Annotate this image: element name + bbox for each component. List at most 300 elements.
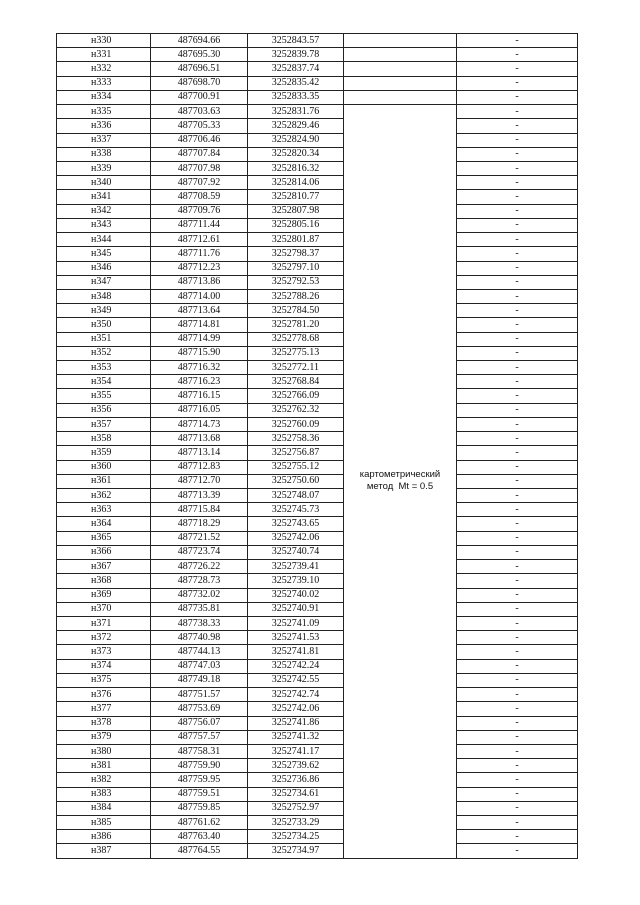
point-id-cell: н362 — [57, 489, 151, 503]
dash-cell: - — [457, 702, 578, 716]
y-coordinate-cell: 3252798.37 — [248, 247, 344, 261]
point-id-cell: н382 — [57, 773, 151, 787]
y-coordinate-cell: 3252740.91 — [248, 602, 344, 616]
y-coordinate-cell: 3252752.97 — [248, 801, 344, 815]
y-coordinate-cell: 3252781.20 — [248, 318, 344, 332]
point-id-cell: н344 — [57, 233, 151, 247]
dash-cell: - — [457, 275, 578, 289]
table-row — [57, 560, 578, 574]
y-coordinate-cell: 3252772.11 — [248, 361, 344, 375]
table-row — [57, 716, 578, 730]
x-coordinate-cell: 487716.05 — [151, 403, 248, 417]
x-coordinate-cell: 487716.32 — [151, 361, 248, 375]
y-coordinate-cell: 3252756.87 — [248, 446, 344, 460]
table-row — [57, 446, 578, 460]
y-coordinate-cell: 3252792.53 — [248, 275, 344, 289]
y-coordinate-cell: 3252748.07 — [248, 489, 344, 503]
dash-cell: - — [457, 588, 578, 602]
point-id-cell: н337 — [57, 133, 151, 147]
point-id-cell: н351 — [57, 332, 151, 346]
dash-cell: - — [457, 432, 578, 446]
y-coordinate-cell: 3252807.98 — [248, 204, 344, 218]
point-id-cell: н345 — [57, 247, 151, 261]
point-id-cell: н333 — [57, 76, 151, 90]
dash-cell: - — [457, 375, 578, 389]
x-coordinate-cell: 487709.76 — [151, 204, 248, 218]
point-id-cell: н385 — [57, 816, 151, 830]
table-row — [57, 730, 578, 744]
dash-cell: - — [457, 631, 578, 645]
y-coordinate-cell: 3252742.06 — [248, 531, 344, 545]
dash-cell: - — [457, 474, 578, 488]
point-id-cell: н348 — [57, 289, 151, 303]
table-row — [57, 489, 578, 503]
dash-cell: - — [457, 574, 578, 588]
x-coordinate-cell: 487721.52 — [151, 531, 248, 545]
point-id-cell: н340 — [57, 176, 151, 190]
point-id-cell: н355 — [57, 389, 151, 403]
x-coordinate-cell: 487757.57 — [151, 730, 248, 744]
x-coordinate-cell: 487714.00 — [151, 289, 248, 303]
table-row — [57, 133, 578, 147]
point-id-cell: н366 — [57, 545, 151, 559]
dash-cell: - — [457, 460, 578, 474]
x-coordinate-cell: 487738.33 — [151, 616, 248, 630]
point-id-cell: н381 — [57, 759, 151, 773]
point-id-cell: н367 — [57, 560, 151, 574]
point-id-cell: н378 — [57, 716, 151, 730]
dash-cell: - — [457, 389, 578, 403]
y-coordinate-cell: 3252741.32 — [248, 730, 344, 744]
point-id-cell: н377 — [57, 702, 151, 716]
table-row — [57, 616, 578, 630]
y-coordinate-cell: 3252734.25 — [248, 830, 344, 844]
x-coordinate-cell: 487732.02 — [151, 588, 248, 602]
dash-cell: - — [457, 62, 578, 76]
y-coordinate-cell: 3252741.53 — [248, 631, 344, 645]
y-coordinate-cell: 3252741.86 — [248, 716, 344, 730]
dash-cell: - — [457, 560, 578, 574]
y-coordinate-cell: 3252833.35 — [248, 90, 344, 104]
table-row — [57, 76, 578, 90]
table-row — [57, 474, 578, 488]
x-coordinate-cell: 487708.59 — [151, 190, 248, 204]
table-row — [57, 574, 578, 588]
table-row — [57, 602, 578, 616]
dash-cell: - — [457, 105, 578, 119]
point-id-cell: н387 — [57, 844, 151, 858]
y-coordinate-cell: 3252816.32 — [248, 161, 344, 175]
x-coordinate-cell: 487735.81 — [151, 602, 248, 616]
table-row — [57, 673, 578, 687]
table-row — [57, 645, 578, 659]
x-coordinate-cell: 487707.98 — [151, 161, 248, 175]
x-coordinate-cell: 487695.30 — [151, 48, 248, 62]
point-id-cell: н379 — [57, 730, 151, 744]
point-id-cell: н330 — [57, 34, 151, 48]
table-row — [57, 176, 578, 190]
y-coordinate-cell: 3252820.34 — [248, 147, 344, 161]
x-coordinate-cell: 487712.70 — [151, 474, 248, 488]
point-id-cell: н338 — [57, 147, 151, 161]
x-coordinate-cell: 487700.91 — [151, 90, 248, 104]
y-coordinate-cell: 3252740.74 — [248, 545, 344, 559]
table-row — [57, 787, 578, 801]
dash-cell: - — [457, 90, 578, 104]
point-id-cell: н359 — [57, 446, 151, 460]
point-id-cell: н332 — [57, 62, 151, 76]
x-coordinate-cell: 487705.33 — [151, 119, 248, 133]
dash-cell: - — [457, 218, 578, 232]
x-coordinate-cell: 487763.40 — [151, 830, 248, 844]
x-coordinate-cell: 487715.90 — [151, 346, 248, 360]
table-row — [57, 346, 578, 360]
dash-cell: - — [457, 417, 578, 431]
x-coordinate-cell: 487711.76 — [151, 247, 248, 261]
point-id-cell: н380 — [57, 744, 151, 758]
y-coordinate-cell: 3252739.41 — [248, 560, 344, 574]
y-coordinate-cell: 3252797.10 — [248, 261, 344, 275]
dash-cell: - — [457, 759, 578, 773]
point-id-cell: н384 — [57, 801, 151, 815]
table-row — [57, 759, 578, 773]
y-coordinate-cell: 3252734.97 — [248, 844, 344, 858]
dash-cell: - — [457, 773, 578, 787]
dash-cell: - — [457, 361, 578, 375]
x-coordinate-cell: 487713.86 — [151, 275, 248, 289]
point-id-cell: н341 — [57, 190, 151, 204]
x-coordinate-cell: 487712.23 — [151, 261, 248, 275]
x-coordinate-cell: 487711.44 — [151, 218, 248, 232]
y-coordinate-cell: 3252843.57 — [248, 34, 344, 48]
table-row — [57, 147, 578, 161]
x-coordinate-cell: 487756.07 — [151, 716, 248, 730]
table-row — [57, 545, 578, 559]
point-id-cell: н374 — [57, 659, 151, 673]
dash-cell: - — [457, 673, 578, 687]
method-cell-empty — [344, 62, 457, 76]
x-coordinate-cell: 487714.99 — [151, 332, 248, 346]
table-row — [57, 90, 578, 104]
dash-cell: - — [457, 503, 578, 517]
dash-cell: - — [457, 744, 578, 758]
x-coordinate-cell: 487713.68 — [151, 432, 248, 446]
x-coordinate-cell: 487758.31 — [151, 744, 248, 758]
y-coordinate-cell: 3252739.62 — [248, 759, 344, 773]
y-coordinate-cell: 3252745.73 — [248, 503, 344, 517]
x-coordinate-cell: 487714.81 — [151, 318, 248, 332]
dash-cell: - — [457, 147, 578, 161]
dash-cell: - — [457, 403, 578, 417]
x-coordinate-cell: 487726.22 — [151, 560, 248, 574]
method-cell-empty — [344, 90, 457, 104]
point-id-cell: н375 — [57, 673, 151, 687]
y-coordinate-cell: 3252742.74 — [248, 688, 344, 702]
y-coordinate-cell: 3252762.32 — [248, 403, 344, 417]
table-row — [57, 830, 578, 844]
y-coordinate-cell: 3252760.09 — [248, 417, 344, 431]
y-coordinate-cell: 3252831.76 — [248, 105, 344, 119]
y-coordinate-cell: 3252801.87 — [248, 233, 344, 247]
x-coordinate-cell: 487744.13 — [151, 645, 248, 659]
dash-cell: - — [457, 247, 578, 261]
dash-cell: - — [457, 204, 578, 218]
method-text-line-1: картометрический — [359, 469, 441, 481]
table-row — [57, 361, 578, 375]
point-id-cell: н339 — [57, 161, 151, 175]
point-id-cell: н342 — [57, 204, 151, 218]
table-row — [57, 460, 578, 474]
dash-cell: - — [457, 76, 578, 90]
point-id-cell: н376 — [57, 688, 151, 702]
x-coordinate-cell: 487713.64 — [151, 304, 248, 318]
table-row — [57, 119, 578, 133]
point-id-cell: н334 — [57, 90, 151, 104]
dash-cell: - — [457, 688, 578, 702]
coordinates-table — [56, 33, 578, 859]
y-coordinate-cell: 3252784.50 — [248, 304, 344, 318]
dash-cell: - — [457, 233, 578, 247]
table-row — [57, 659, 578, 673]
table-row — [57, 531, 578, 545]
point-id-cell: н343 — [57, 218, 151, 232]
dash-cell: - — [457, 616, 578, 630]
table-row — [57, 744, 578, 758]
y-coordinate-cell: 3252814.06 — [248, 176, 344, 190]
dash-cell: - — [457, 48, 578, 62]
point-id-cell: н365 — [57, 531, 151, 545]
table-row — [57, 403, 578, 417]
y-coordinate-cell: 3252758.36 — [248, 432, 344, 446]
y-coordinate-cell: 3252736.86 — [248, 773, 344, 787]
table-row — [57, 588, 578, 602]
point-id-cell: н358 — [57, 432, 151, 446]
table-row — [57, 105, 578, 119]
point-id-cell: н363 — [57, 503, 151, 517]
x-coordinate-cell: 487749.18 — [151, 673, 248, 687]
y-coordinate-cell: 3252835.42 — [248, 76, 344, 90]
x-coordinate-cell: 487716.23 — [151, 375, 248, 389]
table-row — [57, 218, 578, 232]
table-row — [57, 631, 578, 645]
table-row — [57, 417, 578, 431]
method-cell-empty — [344, 48, 457, 62]
x-coordinate-cell: 487747.03 — [151, 659, 248, 673]
dash-cell: - — [457, 161, 578, 175]
dash-cell: - — [457, 318, 578, 332]
method-cell-empty — [344, 76, 457, 90]
dash-cell: - — [457, 133, 578, 147]
dash-cell: - — [457, 830, 578, 844]
y-coordinate-cell: 3252742.06 — [248, 702, 344, 716]
y-coordinate-cell: 3252755.12 — [248, 460, 344, 474]
x-coordinate-cell: 487759.95 — [151, 773, 248, 787]
dash-cell: - — [457, 446, 578, 460]
point-id-cell: н349 — [57, 304, 151, 318]
table-row — [57, 332, 578, 346]
point-id-cell: н360 — [57, 460, 151, 474]
point-id-cell: н373 — [57, 645, 151, 659]
table-row — [57, 702, 578, 716]
table-row — [57, 389, 578, 403]
dash-cell: - — [457, 517, 578, 531]
dash-cell: - — [457, 602, 578, 616]
point-id-cell: н356 — [57, 403, 151, 417]
method-cell-empty — [344, 34, 457, 48]
point-id-cell: н357 — [57, 417, 151, 431]
table-row — [57, 432, 578, 446]
y-coordinate-cell: 3252733.29 — [248, 816, 344, 830]
y-coordinate-cell: 3252839.78 — [248, 48, 344, 62]
y-coordinate-cell: 3252740.02 — [248, 588, 344, 602]
x-coordinate-cell: 487703.63 — [151, 105, 248, 119]
point-id-cell: н369 — [57, 588, 151, 602]
x-coordinate-cell: 487694.66 — [151, 34, 248, 48]
x-coordinate-cell: 487718.29 — [151, 517, 248, 531]
y-coordinate-cell: 3252768.84 — [248, 375, 344, 389]
table-row — [57, 304, 578, 318]
dash-cell: - — [457, 34, 578, 48]
point-id-cell: н335 — [57, 105, 151, 119]
point-id-cell: н370 — [57, 602, 151, 616]
table-row — [57, 318, 578, 332]
table-row — [57, 289, 578, 303]
dash-cell: - — [457, 545, 578, 559]
point-id-cell: н350 — [57, 318, 151, 332]
y-coordinate-cell: 3252741.09 — [248, 616, 344, 630]
table-row — [57, 34, 578, 48]
table-row — [57, 233, 578, 247]
method-cell — [344, 105, 457, 859]
x-coordinate-cell: 487728.73 — [151, 574, 248, 588]
dash-cell: - — [457, 816, 578, 830]
y-coordinate-cell: 3252805.16 — [248, 218, 344, 232]
y-coordinate-cell: 3252741.81 — [248, 645, 344, 659]
x-coordinate-cell: 487761.62 — [151, 816, 248, 830]
dash-cell: - — [457, 119, 578, 133]
table-row — [57, 48, 578, 62]
x-coordinate-cell: 487713.14 — [151, 446, 248, 460]
coordinates-sheet — [56, 33, 577, 859]
point-id-cell: н364 — [57, 517, 151, 531]
x-coordinate-cell: 487696.51 — [151, 62, 248, 76]
table-row — [57, 161, 578, 175]
y-coordinate-cell: 3252739.10 — [248, 574, 344, 588]
table-row — [57, 801, 578, 815]
y-coordinate-cell: 3252778.68 — [248, 332, 344, 346]
x-coordinate-cell: 487753.69 — [151, 702, 248, 716]
x-coordinate-cell: 487759.51 — [151, 787, 248, 801]
y-coordinate-cell: 3252750.60 — [248, 474, 344, 488]
method-text-line-2: метод Mt = 0.5 — [366, 481, 434, 493]
table-row — [57, 688, 578, 702]
table-row — [57, 517, 578, 531]
point-id-cell: н336 — [57, 119, 151, 133]
x-coordinate-cell: 487698.70 — [151, 76, 248, 90]
x-coordinate-cell: 487707.84 — [151, 147, 248, 161]
table-row — [57, 190, 578, 204]
x-coordinate-cell: 487723.74 — [151, 545, 248, 559]
x-coordinate-cell: 487759.90 — [151, 759, 248, 773]
table-row — [57, 375, 578, 389]
x-coordinate-cell: 487707.92 — [151, 176, 248, 190]
point-id-cell: н371 — [57, 616, 151, 630]
x-coordinate-cell: 487716.15 — [151, 389, 248, 403]
dash-cell: - — [457, 659, 578, 673]
x-coordinate-cell: 487706.46 — [151, 133, 248, 147]
point-id-cell: н347 — [57, 275, 151, 289]
point-id-cell: н331 — [57, 48, 151, 62]
table-row — [57, 204, 578, 218]
table-row — [57, 773, 578, 787]
y-coordinate-cell: 3252741.17 — [248, 744, 344, 758]
dash-cell: - — [457, 531, 578, 545]
x-coordinate-cell: 487714.73 — [151, 417, 248, 431]
x-coordinate-cell: 487740.98 — [151, 631, 248, 645]
point-id-cell: н368 — [57, 574, 151, 588]
y-coordinate-cell: 3252788.26 — [248, 289, 344, 303]
dash-cell: - — [457, 176, 578, 190]
point-id-cell: н361 — [57, 474, 151, 488]
x-coordinate-cell: 487751.57 — [151, 688, 248, 702]
point-id-cell: н353 — [57, 361, 151, 375]
point-id-cell: н354 — [57, 375, 151, 389]
dash-cell: - — [457, 261, 578, 275]
table-row — [57, 261, 578, 275]
y-coordinate-cell: 3252742.24 — [248, 659, 344, 673]
x-coordinate-cell: 487712.83 — [151, 460, 248, 474]
dash-cell: - — [457, 332, 578, 346]
dash-cell: - — [457, 304, 578, 318]
point-id-cell: н386 — [57, 830, 151, 844]
x-coordinate-cell: 487764.55 — [151, 844, 248, 858]
dash-cell: - — [457, 716, 578, 730]
table-row — [57, 275, 578, 289]
dash-cell: - — [457, 787, 578, 801]
dash-cell: - — [457, 190, 578, 204]
x-coordinate-cell: 487759.85 — [151, 801, 248, 815]
y-coordinate-cell: 3252829.46 — [248, 119, 344, 133]
dash-cell: - — [457, 346, 578, 360]
y-coordinate-cell: 3252810.77 — [248, 190, 344, 204]
table-row — [57, 62, 578, 76]
table-row — [57, 503, 578, 517]
dash-cell: - — [457, 730, 578, 744]
dash-cell: - — [457, 489, 578, 503]
point-id-cell: н352 — [57, 346, 151, 360]
y-coordinate-cell: 3252837.74 — [248, 62, 344, 76]
dash-cell: - — [457, 645, 578, 659]
dash-cell: - — [457, 801, 578, 815]
y-coordinate-cell: 3252743.65 — [248, 517, 344, 531]
table-row — [57, 816, 578, 830]
x-coordinate-cell: 487712.61 — [151, 233, 248, 247]
coordinates-table-body — [57, 34, 578, 859]
point-id-cell: н346 — [57, 261, 151, 275]
point-id-cell: н372 — [57, 631, 151, 645]
x-coordinate-cell: 487713.39 — [151, 489, 248, 503]
table-row — [57, 247, 578, 261]
y-coordinate-cell: 3252775.13 — [248, 346, 344, 360]
y-coordinate-cell: 3252742.55 — [248, 673, 344, 687]
x-coordinate-cell: 487715.84 — [151, 503, 248, 517]
dash-cell: - — [457, 289, 578, 303]
y-coordinate-cell: 3252766.09 — [248, 389, 344, 403]
y-coordinate-cell: 3252734.61 — [248, 787, 344, 801]
point-id-cell: н383 — [57, 787, 151, 801]
dash-cell: - — [457, 844, 578, 858]
y-coordinate-cell: 3252824.90 — [248, 133, 344, 147]
